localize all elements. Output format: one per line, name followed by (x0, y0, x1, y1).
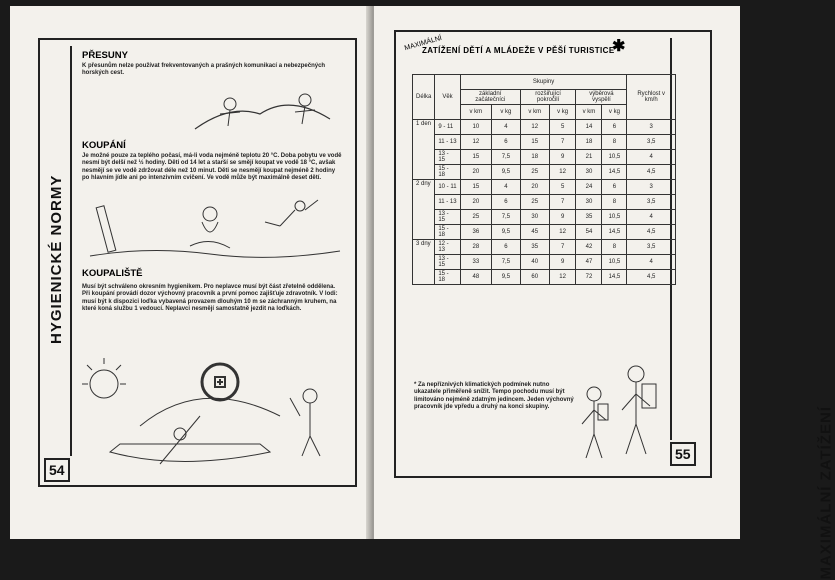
page-number-right: 55 (670, 442, 696, 466)
table-cell: 5 (549, 120, 576, 135)
table-cell: 7 (549, 195, 576, 210)
table-cell: 3,5 (627, 135, 676, 150)
header-unit-km: v km (520, 105, 549, 120)
table-cell: 7 (549, 240, 576, 255)
table-row (413, 270, 676, 285)
table-row (413, 165, 676, 180)
header-vek: Věk (435, 75, 460, 120)
table-cell: 10 (460, 120, 491, 135)
header-group: výběrová vyspělí (576, 90, 627, 105)
table-cell: 9 (549, 150, 576, 165)
table-row (413, 150, 676, 165)
table-cell: 12 (460, 135, 491, 150)
table-cell: 20 (460, 195, 491, 210)
hikers-illustration (190, 84, 340, 134)
table-cell: 15 - 18 (435, 225, 460, 240)
asterisk-icon: ✱ (612, 38, 626, 55)
table-cell: 9,5 (492, 225, 521, 240)
curved-heading-word: MAXIMÁLNÍ (403, 34, 443, 53)
hiking-children-illustration (572, 354, 668, 470)
table-cell: 30 (576, 195, 602, 210)
table-row (413, 120, 676, 135)
table-cell: 35 (576, 210, 602, 225)
table-cell: 7,5 (492, 210, 521, 225)
table-cell: 28 (460, 240, 491, 255)
table-cell: 45 (520, 225, 549, 240)
header-delka: Délka (413, 75, 435, 120)
table-cell: 4 (492, 180, 521, 195)
table-cell: 30 (576, 165, 602, 180)
duration-label: 1 den (413, 120, 435, 180)
table-cell: 33 (460, 255, 491, 270)
table-cell: 5 (549, 180, 576, 195)
section-text-koupaliste: Musí být schváleno okresním hygienikem. Pro neplavce musí být část zřetelně oddělena. Při koupání provádí dozor výchovný pracovník a první pomoc zajišťuje zdravotník. V lodi: musí být k dispozici loďka vybavená provazem dlouhým 10 m se záchranným kruhem, na které koná službu 1 vedoucí. Neplavci nesmějí samostatně jezdit na loďkách. (82, 284, 338, 313)
table-cell: 3 (627, 120, 676, 135)
table-row (413, 180, 676, 195)
footnote: * Za nepříznivých klimatických podmínek nutno ukazatele přiměřeně snížit. Tempo pochodu musí být limitováno nejméně zdatným jedincem. Jeden výchovný pracovník jde vpředu a druhý na konci skupiny. (414, 382, 574, 411)
table-cell: 6 (602, 180, 627, 195)
table-cell: 24 (576, 180, 602, 195)
section-text-presuny: K přesunům nelze používat frekventovaných a prašných komunikací a nebezpečných horských cest. (82, 63, 326, 77)
table-cell: 3,5 (627, 195, 676, 210)
table-cell: 18 (520, 150, 549, 165)
table-cell: 48 (460, 270, 491, 285)
header-unit-kg: v kg (492, 105, 521, 120)
header-skupiny: Skupiny (460, 75, 627, 90)
header-group: rozšiřující pokročilí (520, 90, 576, 105)
table-cell: 14,5 (602, 225, 627, 240)
header-group: základní začátečníci (460, 90, 520, 105)
section-title-koupani: KOUPÁNÍ (82, 140, 126, 151)
table-cell: 3 (627, 180, 676, 195)
table-cell: 13 - 15 (435, 150, 460, 165)
table-cell: 12 (549, 270, 576, 285)
table-cell: 72 (576, 270, 602, 285)
table-cell: 13 - 15 (435, 255, 460, 270)
table-cell: 9 (549, 210, 576, 225)
table-cell: 35 (520, 240, 549, 255)
header-rychlost: Rychlost v km/h (627, 75, 676, 120)
table-row (413, 210, 676, 225)
table-cell: 54 (576, 225, 602, 240)
table-cell: 4 (627, 255, 676, 270)
table-row (413, 195, 676, 210)
section-title-presuny: PŘESUNY (82, 50, 128, 61)
duration-label: 3 dny (413, 240, 435, 285)
lifeguard-boat-illustration (80, 356, 342, 474)
right-page (374, 6, 835, 580)
table-row (413, 255, 676, 270)
table-cell: 3,5 (627, 240, 676, 255)
table-row (413, 225, 676, 240)
header-unit-km: v km (460, 105, 491, 120)
table-cell: 21 (576, 150, 602, 165)
table-cell: 14,5 (602, 165, 627, 180)
table-cell: 4 (627, 150, 676, 165)
table-cell: 12 - 13 (435, 240, 460, 255)
table-cell: 9,5 (492, 165, 521, 180)
table-cell: 15 - 18 (435, 270, 460, 285)
table-cell: 60 (520, 270, 549, 285)
table-cell: 25 (460, 210, 491, 225)
table-cell: 7,5 (492, 255, 521, 270)
table-cell: 42 (576, 240, 602, 255)
bathing-children-illustration (90, 196, 340, 266)
table-cell: 18 (576, 135, 602, 150)
table-row (413, 135, 676, 150)
table-cell: 6 (492, 135, 521, 150)
table-cell: 20 (520, 180, 549, 195)
table-cell: 9,5 (492, 270, 521, 285)
header-unit-km: v km (576, 105, 602, 120)
header-unit-kg: v kg (602, 105, 627, 120)
left-spine-title: HYGIENICKÉ NORMY (48, 174, 65, 344)
table-cell: 4,5 (627, 270, 676, 285)
section-text-koupani: Je možné pouze za teplého počasí, má-li voda nejméně teplotu 20 °C. Doba pobytu ve vodě nesmí být delší než ½ hodiny. Děti od 14 let a starší se smějí koupat ve vodě 18 °C, avšak nesmějí se ve vodě zdržovat déle než 10 minut. Děti se nesmějí koupat nejméně 2 hodiny po hlavním jídle ani po intenzivním cvičení. Ve vodě může být maximálně deset dětí. (82, 153, 342, 182)
table-cell: 7,5 (492, 150, 521, 165)
table-cell: 8 (602, 240, 627, 255)
table-cell: 6 (492, 195, 521, 210)
table-cell: 12 (549, 225, 576, 240)
table-cell: 12 (520, 120, 549, 135)
table-cell: 10 - 11 (435, 180, 460, 195)
table-cell: 12 (549, 165, 576, 180)
table-cell: 11 - 13 (435, 195, 460, 210)
table-cell: 40 (520, 255, 549, 270)
table-cell: 6 (602, 120, 627, 135)
table-cell: 10,5 (602, 255, 627, 270)
table-cell: 8 (602, 135, 627, 150)
table-cell: 36 (460, 225, 491, 240)
table-cell: 8 (602, 195, 627, 210)
table-cell: 10,5 (602, 150, 627, 165)
table-cell: 13 - 15 (435, 210, 460, 225)
header-unit-kg: v kg (549, 105, 576, 120)
table-cell: 14,5 (602, 270, 627, 285)
table-cell: 25 (520, 195, 549, 210)
table-row (413, 240, 676, 255)
section-title-koupaliste: KOUPALIŠTĚ (82, 268, 143, 279)
load-table (412, 74, 676, 285)
table-cell: 30 (520, 210, 549, 225)
table-cell: 47 (576, 255, 602, 270)
table-cell: 4 (492, 120, 521, 135)
table-cell: 15 (460, 180, 491, 195)
left-page (10, 6, 373, 539)
table-cell: 14 (576, 120, 602, 135)
table-cell: 15 (520, 135, 549, 150)
table-cell: 9 - 11 (435, 120, 460, 135)
table-cell: 25 (520, 165, 549, 180)
table-cell: 15 (460, 150, 491, 165)
table-cell: 10,5 (602, 210, 627, 225)
table-cell: 9 (549, 255, 576, 270)
table-heading: ZATÍŽENÍ DĚTÍ A MLÁDEŽE V PĚŠÍ TURISTICE (422, 46, 615, 55)
table-cell: 6 (492, 240, 521, 255)
table-cell: 20 (460, 165, 491, 180)
page-number-left: 54 (44, 458, 70, 482)
table-cell: 11 - 13 (435, 135, 460, 150)
duration-label: 2 dny (413, 180, 435, 240)
table-cell: 4,5 (627, 225, 676, 240)
table-cell: 7 (549, 135, 576, 150)
table-cell: 4,5 (627, 165, 676, 180)
table-cell: 4 (627, 210, 676, 225)
right-spine-title: MAXIMÁLNÍ ZATÍŽENÍ (817, 406, 835, 580)
table-cell: 15 - 18 (435, 165, 460, 180)
